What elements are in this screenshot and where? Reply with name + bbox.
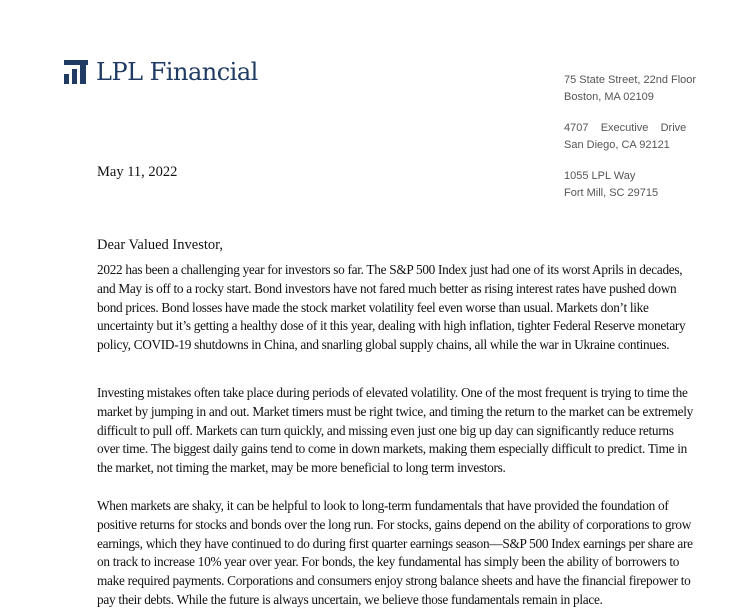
text-line: Investing mistakes often take place during periods of elevated volatility. One of the most frequent is trying to time the: [97, 385, 688, 400]
address-fort-mill: [564, 168, 658, 202]
address-line: 75 State Street, 22nd Floor: [564, 74, 697, 86]
logo-text: LPL Financial: [96, 58, 258, 86]
address-line: 4707 Executive Drive: [564, 122, 687, 134]
text-line: and May is off to a rocky start. Bond investors have not fared much better as rising interest rates have pushed down: [97, 280, 677, 296]
text-line: positive returns for stocks and bonds over the long run. For stocks, gains depend on the ability of corporations to grow: [97, 516, 692, 532]
text-line: pay their debts. While the future is always uncertain, we believe those fundamentals remain in place.: [97, 591, 603, 607]
text-line: difficult to pull off. Markets can turn quickly, and missing even just one big up day can significantly reduce returns: [97, 422, 674, 438]
text-line: bond prices. Bond losses have made the stock market volatility feel even worse than usual. Markets don’t like: [97, 299, 649, 315]
address-boston: [564, 72, 696, 106]
text-line: When markets are shaky, it can be helpful to look to long-term fundamentals that have provided the foundation of: [97, 498, 669, 513]
text-line: earnings, which they have continued to do during first quarter earnings season—S&P 500 Index earnings per share are: [97, 535, 693, 551]
address-line: Fort Mill, SC 29715: [564, 187, 659, 199]
paragraph-1: [97, 261, 717, 355]
text-line: make required payments. Corporations and consumers enjoy strong balance sheets and have the financial firepower to: [97, 573, 691, 589]
address-line: 1055 LPL Way: [564, 170, 636, 182]
text-line: market by jumping in and out. Market timers must be right twice, and timing the return to the market can be extremely: [97, 403, 693, 419]
text-line: the market, not timing the market, may be more beneficial to long term investors.: [97, 460, 506, 476]
address-san-diego: [564, 120, 686, 154]
text-line: on track to increase 10% year over year. For bonds, the key fundamental has simply been the ability of borrowers to: [97, 554, 680, 570]
address-line: Boston, MA 02109: [564, 91, 654, 103]
text-line: 2022 has been a challenging year for investors so far. The S&P 500 Index just had one of its worst Aprils in decades,: [97, 262, 683, 277]
company-logo: [64, 58, 258, 86]
paragraph-3: [97, 497, 717, 610]
lpl-logo-icon: [64, 60, 88, 84]
salutation: Dear Valued Investor,: [97, 237, 223, 253]
letter-date: May 11, 2022: [97, 164, 178, 180]
paragraph-2: [97, 384, 717, 478]
address-line: San Diego, CA 92121: [564, 139, 670, 151]
text-line: policy, COVID-19 shutdowns in China, and snarling global supply chains, all while the war in Ukraine continues.: [97, 337, 670, 353]
text-line: uncertainty but it’s getting a healthy dose of it this year, dealing with high inflation, tighter Federal Reserve monetary: [97, 318, 686, 334]
text-line: over time. The biggest daily gains tend to come in down markets, making them especially difficult to predict. Time in: [97, 441, 687, 457]
